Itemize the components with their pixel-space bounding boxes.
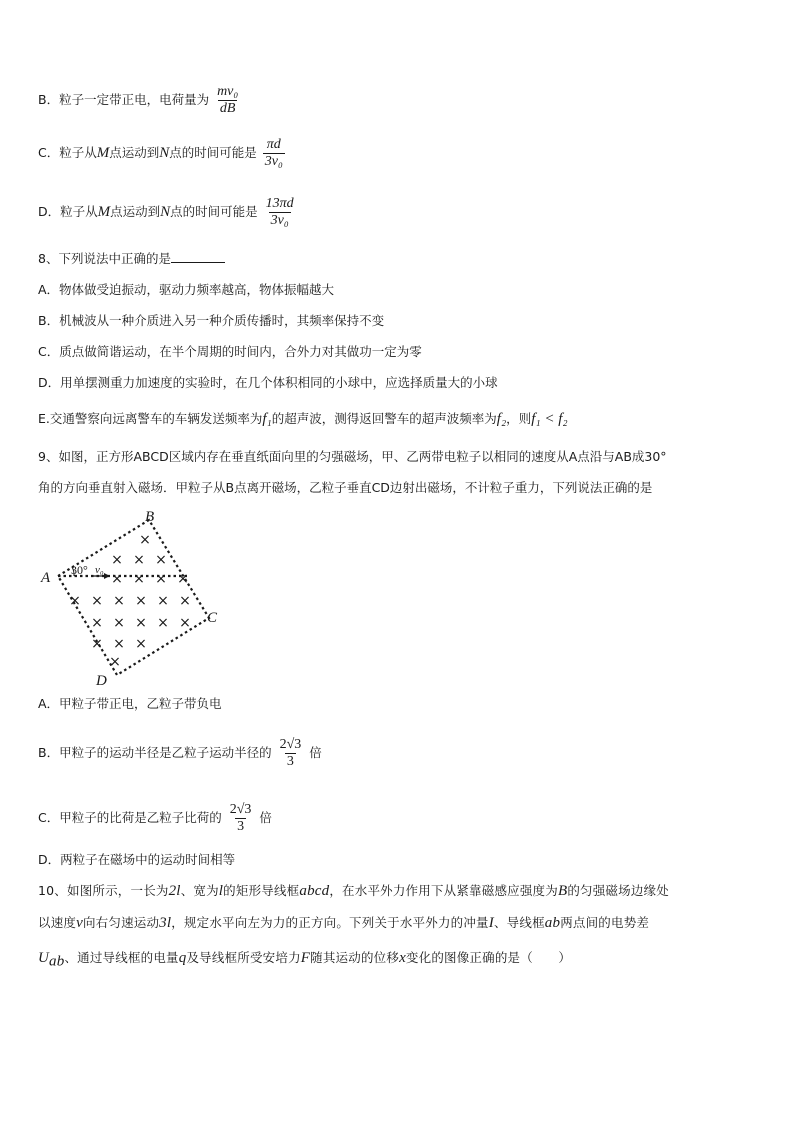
q7-option-b: B．粒子一定带正电，电荷量为 $\frac{\text{mv₀}}{dB}$ (38, 84, 239, 116)
q10-stem-line2: 以速度v向右匀速运动3l，规定水平向左为力的正方向。下列关于水平外力的冲量I、导线框ab两点间的电势差 (38, 915, 650, 931)
q7-option-c: C．粒子从M点运动到N点的时间可能是 $\frac{\pi d}{\text{3v₀}}$ (38, 137, 283, 169)
field-crosses (69, 532, 191, 670)
fraction: $\frac{2√3}{3}$ (229, 802, 252, 834)
cross-mark: × (69, 593, 81, 609)
cross-mark: × (139, 532, 151, 548)
q8-option-d: D．用单摆测重力加速度的实验时，在几个体积相同的小球中，应选择质量大的小球 (38, 375, 498, 390)
cross-mark: × (111, 571, 123, 587)
label-b: B (145, 509, 155, 525)
magnetic-field-diagram (38, 508, 238, 688)
label-angle: 30° (71, 563, 88, 577)
q7-option-d: D．粒子从M点运动到N点的时间可能是 $\frac{13\pi d}{\text{3v₀}}$ (38, 196, 294, 228)
cross-mark: × (91, 636, 103, 652)
q8-option-c: C．质点做简谐运动，在半个周期的时间内，合外力对其做功一定为零 (38, 344, 422, 359)
label-c: C (207, 610, 218, 626)
fraction: $\frac{\text{mv₀}}{dB}$ (217, 84, 239, 116)
fraction: $\frac{13\pi d}{\text{3v₀}}$ (265, 196, 294, 228)
answer-blank (171, 250, 225, 263)
cross-mark: × (179, 615, 191, 631)
cross-mark: × (113, 636, 125, 652)
cross-mark: × (157, 593, 169, 609)
cross-mark: × (157, 615, 169, 631)
label-d: D (96, 673, 107, 688)
label-velocity: v₀ (95, 564, 104, 576)
cross-mark: × (113, 615, 125, 631)
fraction: $\frac{2√3}{3}$ (279, 737, 302, 769)
cross-mark: × (109, 654, 121, 670)
cross-mark: × (155, 552, 167, 568)
q8-stem: 8、下列说法中正确的是 (38, 249, 225, 269)
cross-mark: × (135, 636, 147, 652)
cross-mark: × (135, 593, 147, 609)
q8-option-e: E.交通警察向远离警车的车辆发送频率为f₁的超声波，测得返回警车的超声波频率为f₂，则f₁ < f₂ (38, 411, 568, 427)
cross-mark: × (133, 571, 145, 587)
cross-mark: × (91, 593, 103, 609)
q9-option-d: D．两粒子在磁场中的运动时间相等 (38, 852, 236, 867)
q8-option-b: B．机械波从一种介质进入另一种介质传播时，其频率保持不变 (38, 313, 385, 328)
fraction: $\frac{\pi d}{\text{3v₀}}$ (264, 137, 283, 169)
q9-option-c: C．甲粒子的比荷是乙粒子比荷的 $\frac{2√3}{3}$ 倍 (38, 802, 272, 834)
q9-stem-line2: 角的方向垂直射入磁场．甲粒子从B点离开磁场，乙粒子垂直CD边射出磁场，不计粒子重力，下列说法正确的是 (38, 480, 653, 495)
cross-mark: × (91, 615, 103, 631)
cross-mark: × (113, 593, 125, 609)
q9-option-b: B．甲粒子的运动半径是乙粒子运动半径的 $\frac{2√3}{3}$ 倍 (38, 737, 322, 769)
q8-option-a: A．物体做受迫振动，驱动力频率越高，物体振幅越大 (38, 282, 335, 297)
cross-mark: × (179, 593, 191, 609)
q9-stem-line1: 9、如图，正方形ABCD区域内存在垂直纸面向里的匀强磁场，甲、乙两带电粒子以相同的速度从A点沿与AB成30° (38, 449, 667, 464)
q9-option-a: A．甲粒子带正电，乙粒子带负电 (38, 696, 222, 711)
cross-mark: × (111, 552, 123, 568)
cross-mark: × (177, 571, 189, 587)
cross-mark: × (155, 571, 167, 587)
label-a: A (41, 570, 51, 586)
velocity-arrowhead (104, 573, 110, 579)
q10-stem-line3: $U_{ab}$、通过导线框的电量q及导线框所受安培力F随其运动的位移x变化的图像正确的是（ ） (38, 950, 572, 970)
cross-mark: × (135, 615, 147, 631)
cross-mark: × (133, 552, 145, 568)
q10-stem-line1: 10、如图所示，一长为2l、宽为l的矩形导线框abcd，在水平外力作用下从紧靠磁感应强度为B的匀强磁场边缘处 (38, 883, 669, 899)
